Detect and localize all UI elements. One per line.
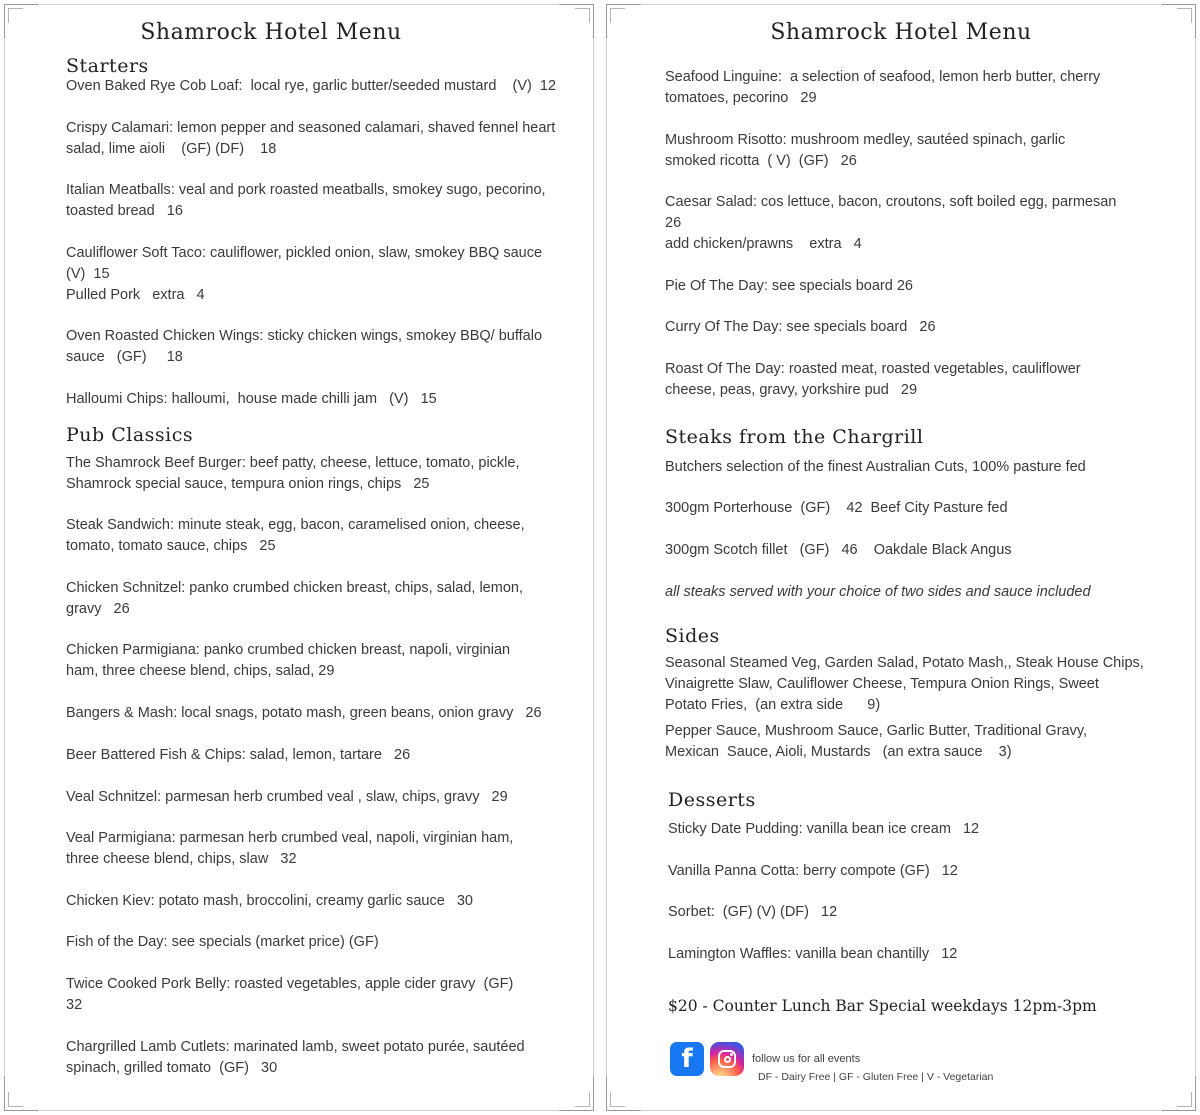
- menu-item: Steak Sandwich: minute steak, egg, bacon, caramelised onion, cheese, tomato, tomato sauce, chips 25: [66, 517, 525, 554]
- menu-item: Seasonal Steamed Veg, Garden Salad, Potato Mash,, Steak House Chips, Vinaigrette Slaw, Cauliflower Cheese, Tempura Onion Rings, Sweet Potato Fries, (an extra side 9): [665, 655, 1144, 713]
- steaks-intro: Butchers selection of the finest Australian Cuts, 100% pasture fed: [665, 459, 1086, 475]
- corner-ornament: [559, 1076, 594, 1111]
- menu-page-left: [0, 0, 598, 1115]
- section-heading-steaks: Steaks from the Chargrill: [665, 426, 924, 448]
- border-line: [642, 1110, 1160, 1111]
- menu-item: Chicken Parmigiana: panko crumbed chicken breast, napoli, virginian ham, three cheese blend, chips, salad, 29: [66, 642, 511, 679]
- border-line: [4, 40, 5, 1075]
- menu-item: 300gm Porterhouse (GF) 42 Beef City Pasture fed: [665, 500, 1008, 516]
- steaks-note: all steaks served with your choice of two sides and sauce included: [665, 584, 1091, 600]
- menu-item: Seafood Linguine: a selection of seafood, lemon herb butter, cherry tomatoes, pecorino 29: [665, 69, 1101, 106]
- menu-item: Pie Of The Day: see specials board 26: [665, 278, 913, 294]
- section-heading-sides: Sides: [665, 625, 720, 647]
- menu-item: Halloumi Chips: halloumi, house made chilli jam (V) 15: [66, 391, 437, 407]
- menu-title: Shamrock Hotel Menu: [770, 20, 1032, 45]
- menu-item: Italian Meatballs: veal and pork roasted meatballs, smokey sugo, pecorino, toasted bread 16: [66, 182, 546, 219]
- menu-item: Twice Cooked Pork Belly: roasted vegetables, apple cider gravy (GF) 32: [66, 976, 514, 1013]
- menu-title: Shamrock Hotel Menu: [140, 20, 402, 45]
- section-heading-pub-classics: Pub Classics: [66, 424, 194, 446]
- menu-item: Mushroom Risotto: mushroom medley, sautéed spinach, garlic smoked ricotta ( V) (GF) 26: [665, 132, 1066, 169]
- social-icons: [670, 1042, 744, 1076]
- instagram-icon[interactable]: [710, 1042, 744, 1076]
- menu-item: Chicken Schnitzel: panko crumbed chicken breast, chips, salad, lemon, gravy 26: [66, 580, 523, 617]
- menu-item: 300gm Scotch fillet (GF) 46 Oakdale Black Angus: [665, 542, 1012, 558]
- facebook-icon[interactable]: f: [670, 1042, 704, 1076]
- menu-item: Curry Of The Day: see specials board 26: [665, 319, 936, 335]
- corner-ornament: [1161, 1076, 1196, 1111]
- menu-item: Chicken Kiev: potato mash, broccolini, creamy garlic sauce 30: [66, 893, 473, 909]
- section-heading-starters: Starters: [66, 55, 149, 77]
- menu-item: Bangers & Mash: local snags, potato mash, green beans, onion gravy 26: [66, 705, 542, 721]
- border-line: [40, 1110, 558, 1111]
- dietary-legend: DF - Dairy Free | GF - Gluten Free | V - Vegetarian: [758, 1071, 994, 1083]
- border-line: [593, 40, 594, 1075]
- lunch-special: $20 - Counter Lunch Bar Special weekdays 12pm-3pm: [668, 997, 1097, 1015]
- follow-text: follow us for all events: [752, 1053, 861, 1065]
- menu-item: Roast Of The Day: roasted meat, roasted vegetables, cauliflower cheese, peas, gravy, yorkshire pud 29: [665, 361, 1081, 398]
- menu-item: Cauliflower Soft Taco: cauliflower, pickled onion, slaw, smokey BBQ sauce (V) 15 Pulled Pork extra 4: [66, 245, 543, 303]
- border-line: [606, 40, 607, 1075]
- section-heading-desserts: Desserts: [668, 789, 756, 811]
- menu-item: Vanilla Panna Cotta: berry compote (GF) 12: [668, 863, 958, 879]
- menu-item: The Shamrock Beef Burger: beef patty, cheese, lettuce, tomato, pickle, Shamrock special sauce, tempura onion rings, chips 25: [66, 455, 520, 492]
- menu-item: Oven Roasted Chicken Wings: sticky chicken wings, smokey BBQ/ buffalo sauce (GF) 18: [66, 328, 543, 365]
- menu-item: Fish of the Day: see specials (market price) (GF): [66, 934, 379, 950]
- border-line: [40, 4, 558, 5]
- menu-item: Oven Baked Rye Cob Loaf: local rye, garlic butter/seeded mustard (V) 12: [66, 78, 557, 94]
- menu-item: Sorbet: (GF) (V) (DF) 12: [668, 904, 838, 920]
- menu-item: Crispy Calamari: lemon pepper and seasoned calamari, shaved fennel heart salad, lime aioli (GF) (DF) 18: [66, 120, 556, 157]
- menu-item: Sticky Date Pudding: vanilla bean ice cream 12: [668, 821, 980, 837]
- border-line: [642, 4, 1160, 5]
- menu-item: Lamington Waffles: vanilla bean chantilly 12: [668, 946, 958, 962]
- border-line: [1195, 40, 1196, 1075]
- corner-ornament: [4, 1076, 39, 1111]
- menu-item: Chargrilled Lamb Cutlets: marinated lamb, sweet potato purée, sautéed spinach, grilled tomato (GF) 30: [66, 1039, 525, 1076]
- menu-item: Veal Schnitzel: parmesan herb crumbed veal , slaw, chips, gravy 29: [66, 789, 508, 805]
- corner-ornament: [606, 1076, 641, 1111]
- menu-item: Veal Parmigiana: parmesan herb crumbed veal, napoli, virginian ham, three cheese blend, chips, slaw 32: [66, 830, 514, 867]
- menu-item: Pepper Sauce, Mushroom Sauce, Garlic Butter, Traditional Gravy, Mexican Sauce, Aioli, Mustards (an extra sauce 3): [665, 723, 1088, 760]
- menu-item: Caesar Salad: cos lettuce, bacon, croutons, soft boiled egg, parmesan 26 add chicken/prawns extra 4: [665, 194, 1117, 252]
- menu-item: Beer Battered Fish & Chips: salad, lemon, tartare 26: [66, 747, 411, 763]
